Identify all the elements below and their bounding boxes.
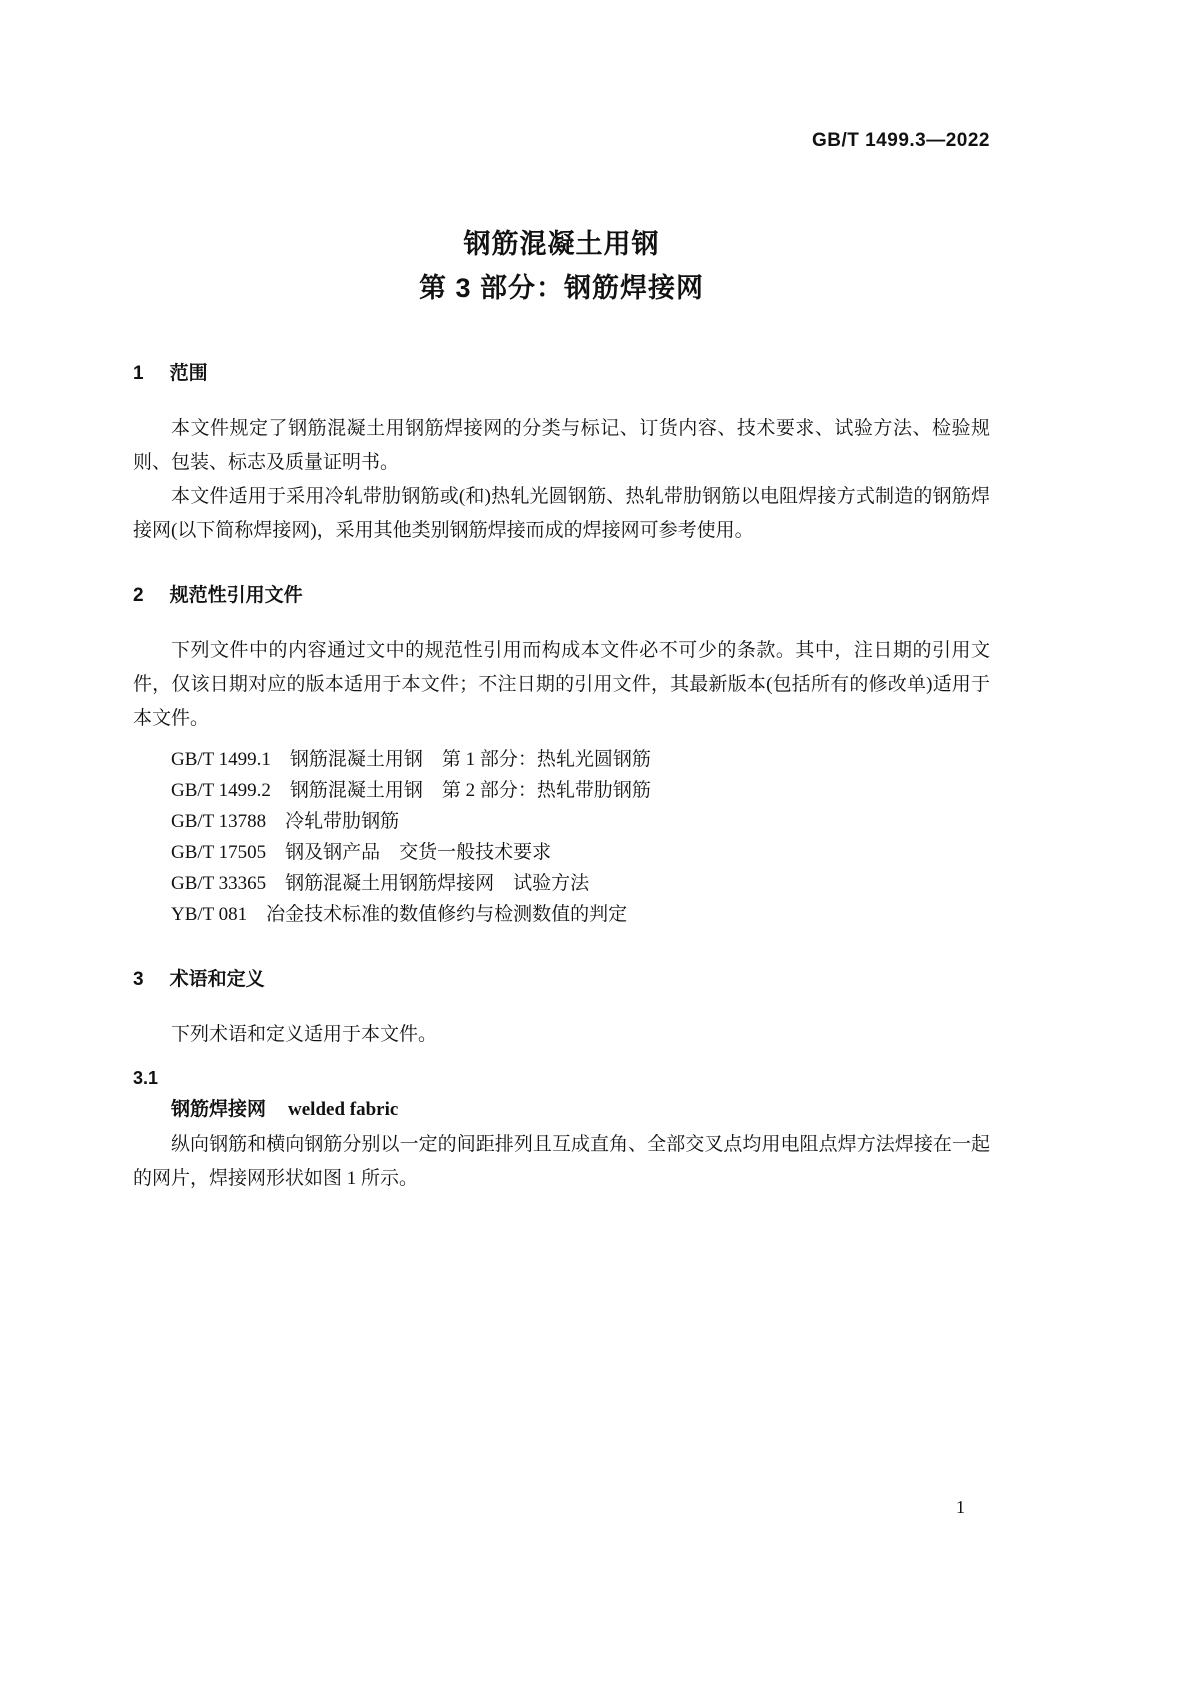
page-number: 1 xyxy=(956,1497,965,1517)
reference-item: GB/T 13788 冷轧带肋钢筋 xyxy=(171,811,400,832)
scope-paragraph-2: 本文件适用于采用冷轧带肋钢筋或(和)热轧光圆钢筋、热轧带肋钢筋以电阻焊接方式制造的钢筋焊接网(以下简称焊接网)，采用其他类别钢筋焊接而成的焊接网可参考使用。 xyxy=(133,486,990,541)
title-line-2: 第 3 部分：钢筋焊接网 xyxy=(418,273,705,303)
normative-references-intro: 下列文件中的内容通过文中的规范性引用而构成本文件必不可少的条款。其中，注日期的引用文件，仅该日期对应的版本适用于本文件；不注日期的引用文件，其最新版本(包括所有的修改单)适用于本文件。 xyxy=(133,640,990,729)
reference-item: GB/T 33365 钢筋混凝土用钢筋焊接网 试验方法 xyxy=(171,873,590,894)
page-content xyxy=(133,0,990,1196)
section-3-number: 3 xyxy=(133,969,144,990)
section-2-heading-text: 规范性引用文件 xyxy=(169,585,303,606)
section-3-heading xyxy=(133,968,990,992)
term-name-cn: 钢筋焊接网 xyxy=(171,1099,267,1120)
reference-item: YB/T 081 冶金技术标准的数值修约与检测数值的判定 xyxy=(171,904,628,925)
title-line-1: 钢筋混凝土用钢 xyxy=(463,229,660,259)
section-2-heading xyxy=(133,584,990,608)
term-definition: 纵向钢筋和横向钢筋分别以一定的间距排列且互成直角、全部交叉点均用电阻点焊方法焊接在一起的网片，焊接网形状如图 1 所示。 xyxy=(133,1134,990,1189)
standard-number: GB/T 1499.3—2022 xyxy=(811,130,990,151)
section-2-number: 2 xyxy=(133,585,144,606)
reference-item: GB/T 1499.2 钢筋混凝土用钢 第 2 部分：热轧带肋钢筋 xyxy=(171,780,651,801)
term-name-en: welded fabric xyxy=(288,1099,399,1120)
section-1-number: 1 xyxy=(133,363,144,384)
reference-item: GB/T 1499.1 钢筋混凝土用钢 第 1 部分：热轧光圆钢筋 xyxy=(171,749,651,770)
section-1-heading xyxy=(133,362,990,386)
term-entry xyxy=(133,1094,990,1126)
section-1-heading-text: 范围 xyxy=(169,363,208,384)
term-number: 3.1 xyxy=(133,1068,159,1088)
terms-intro: 下列术语和定义适用于本文件。 xyxy=(171,1024,438,1045)
normative-references-list xyxy=(133,744,990,930)
reference-item: GB/T 17505 钢及钢产品 交货一般技术要求 xyxy=(171,842,552,863)
document-title xyxy=(133,222,990,310)
scope-paragraph-1: 本文件规定了钢筋混凝土用钢筋焊接网的分类与标记、订货内容、技术要求、试验方法、检验规则、包装、标志及质量证明书。 xyxy=(133,418,990,473)
section-3-heading-text: 术语和定义 xyxy=(169,969,265,990)
